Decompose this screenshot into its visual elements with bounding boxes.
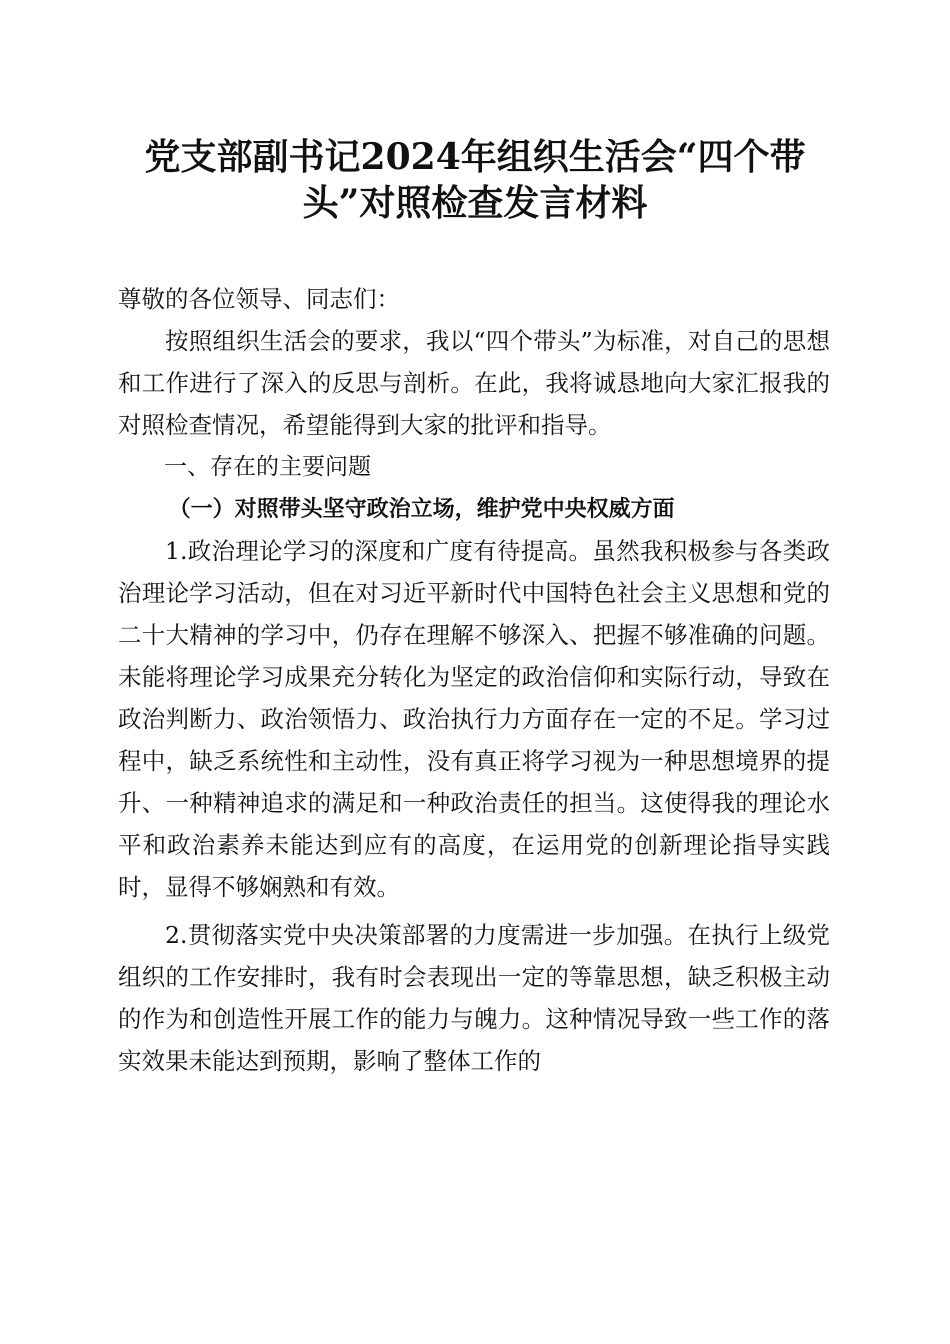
- subsection-heading-1: （一）对照带头坚守政治立场，维护党中央权威方面: [168, 496, 675, 522]
- document-body: [118, 278, 830, 1082]
- document-title: [118, 134, 832, 226]
- title-line-1: 党支部副书记2024年组织生活会“四个带: [144, 136, 806, 178]
- section-heading-1: 一、存在的主要问题: [164, 454, 371, 480]
- intro-paragraph: 按照组织生活会的要求，我以“四个带头”为标准，对自己的思想和工作进行了深入的反思与剖析。在此，我将诚恳地向大家汇报我的对照检查情况，希望能得到大家的批评和指导。: [118, 327, 830, 439]
- title-line-2: 头”对照检查发言材料: [302, 182, 648, 224]
- point-2-paragraph: 2.贯彻落实党中央决策部署的力度需进一步加强。在执行上级党组织的工作安排时，我有时会表现出一定的等靠思想，缺乏积极主动的作为和创造性开展工作的能力与魄力。这种情况导致一些工作的落实效果未能达到预期，影响了整体工作的: [118, 921, 830, 1075]
- point-1-paragraph: 1.政治理论学习的深度和广度有待提高。虽然我积极参与各类政治理论学习活动，但在对习近平新时代中国特色社会主义思想和党的二十大精神的学习中，仍存在理解不够深入、把握不够准确的问题。未能将理论学习成果充分转化为坚定的政治信仰和实际行动，导致在政治判断力、政治领悟力、政治执行力方面存在一定的不足。学习过程中，缺乏系统性和主动性，没有真正将学习视为一种思想境界的提升、一种精神追求的满足和一种政治责任的担当。这使得我的理论水平和政治素养未能达到应有的高度，在运用党的创新理论指导实践时，显得不够娴熟和有效。: [118, 537, 830, 901]
- salutation: 尊敬的各位领导、同志们：: [118, 285, 400, 313]
